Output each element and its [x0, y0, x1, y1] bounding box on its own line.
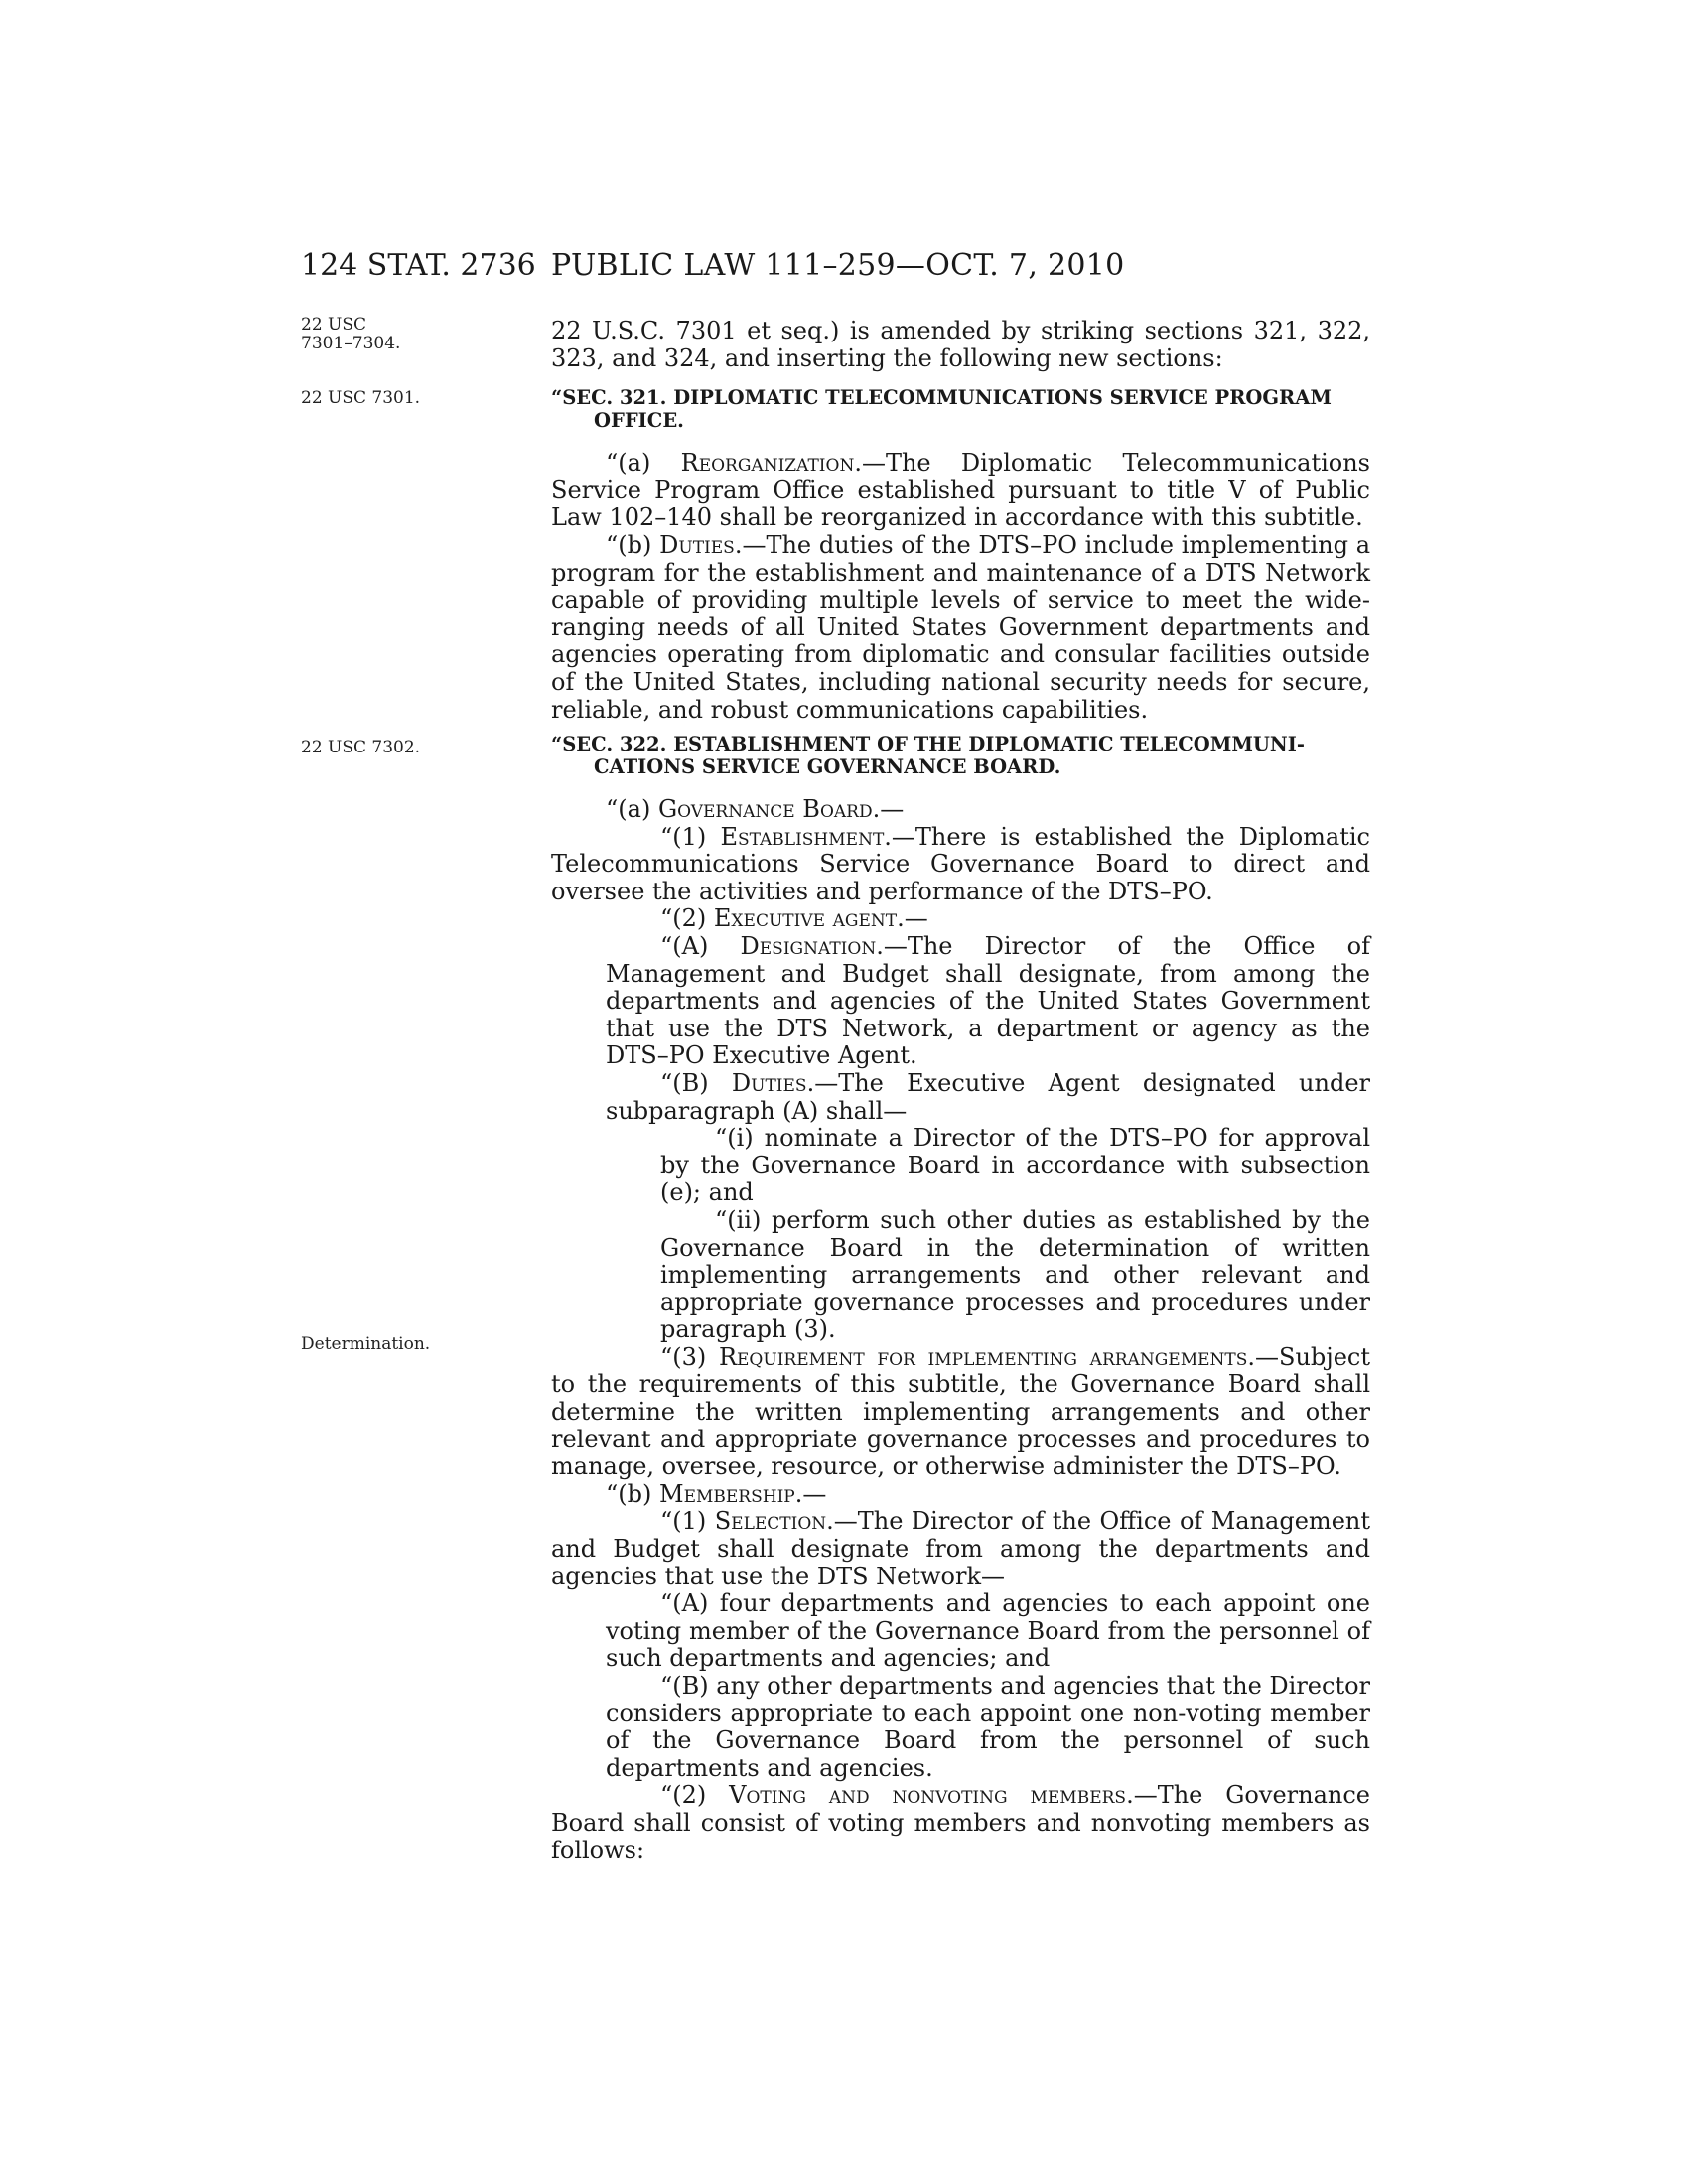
statute-page-number: 124 STAT. 2736 — [301, 248, 536, 283]
public-law-date: PUBLIC LAW 111–259—OCT. 7, 2010 — [551, 248, 1125, 283]
margin-note-usc-7302: 22 USC 7302. — [301, 738, 421, 757]
clause-four-departments: “(A) four departments and agencies to each appoint one voting member of the Governance Board from the personnel of such departments and agencies; and — [606, 1589, 1370, 1673]
paragraph-reorganization: “(a) Reorganization.—The Diplomatic Telecommunications Service Program Office established pursuant to title V of Public Law 102–140 shall be reorganized in accordance with this subtitle. — [551, 449, 1370, 532]
margin-note-usc-7301: 22 USC 7301. — [301, 388, 421, 408]
paragraph-implementing-arrangements: “(3) Requirement for implementing arrangements.—Subject to the requirements of this subtitle, the Governance Board shall determine the written implementing arrangements and other relevant and appropriate governance processes and procedures to manage, oversee, resource, or otherwise administer the DTS–PO. — [551, 1342, 1370, 1481]
paragraph-executive-duties: “(B) Duties.—The Executive Agent designated under subparagraph (A) shall— — [606, 1068, 1370, 1125]
clause-nominate-director: “(i) nominate a Director of the DTS–PO for approval by the Governance Board in accordance with subsection (e); and — [660, 1124, 1370, 1207]
paragraph-establishment: “(1) Establishment.—There is established the Diplomatic Telecommunications Service Governance Board to direct and oversee the activities and performance of the DTS–PO. — [551, 822, 1370, 905]
paragraph-governance-board: “(a) Governance Board.— — [606, 795, 905, 823]
section-322-heading: “SEC. 322. ESTABLISHMENT OF THE DIPLOMATIC TELECOMMUNI- CATIONS SERVICE GOVERNANCE BOARD. — [551, 733, 1305, 778]
section-321-heading: “SEC. 321. DIPLOMATIC TELECOMMUNICATIONS SERVICE PROGRAM OFFICE. — [551, 386, 1332, 433]
paragraph-selection: “(1) Selection.—The Director of the Office of Management and Budget shall designate from among the departments and agencies that use the DTS Network— — [551, 1507, 1370, 1590]
paragraph-executive-agent: “(2) Executive agent.— — [660, 904, 928, 933]
clause-other-departments: “(B) any other departments and agencies that the Director considers appropriate to each appoint one non-voting member of the Governance Board from the personnel of such departments and agencies. — [606, 1672, 1371, 1782]
margin-note-determination: Determination. — [301, 1334, 431, 1354]
paragraph-membership: “(b) Membership.— — [606, 1479, 827, 1508]
paragraph-duties: “(b) Duties.—The duties of the DTS–PO include implementing a program for the establishment and maintenance of a DTS Network capable of providing multiple levels of service to meet the wide-ranging needs of all United States Government departments and agencies operating from diplomatic and consular facilities outside of the United States, including national security needs for secure, reliable, and robust communications capabilities. — [551, 530, 1371, 724]
clause-other-duties: “(ii) perform such other duties as established by the Governance Board in the determination of written implementing arrangements and other relevant and appropriate governance processes and procedures under paragraph (3). — [660, 1205, 1370, 1344]
paragraph-designation: “(A) Designation.—The Director of the Office of Management and Budget shall designate, from among the departments and agencies of the United States Government that use the DTS Network, a department or agency as the DTS–PO Executive Agent. — [606, 931, 1370, 1070]
margin-note-usc-range: 22 USC 7301–7304. — [301, 315, 401, 353]
paragraph-voting-members: “(2) Voting and nonvoting members.—The Governance Board shall consist of voting members and nonvoting members as follows: — [551, 1781, 1370, 1864]
section-322-block — [551, 733, 1370, 1864]
amendment-intro: 22 U.S.C. 7301 et seq.) is amended by striking sections 321, 322, 323, and 324, and inserting the following new sections: — [551, 317, 1370, 372]
section-321-block — [551, 318, 1370, 724]
